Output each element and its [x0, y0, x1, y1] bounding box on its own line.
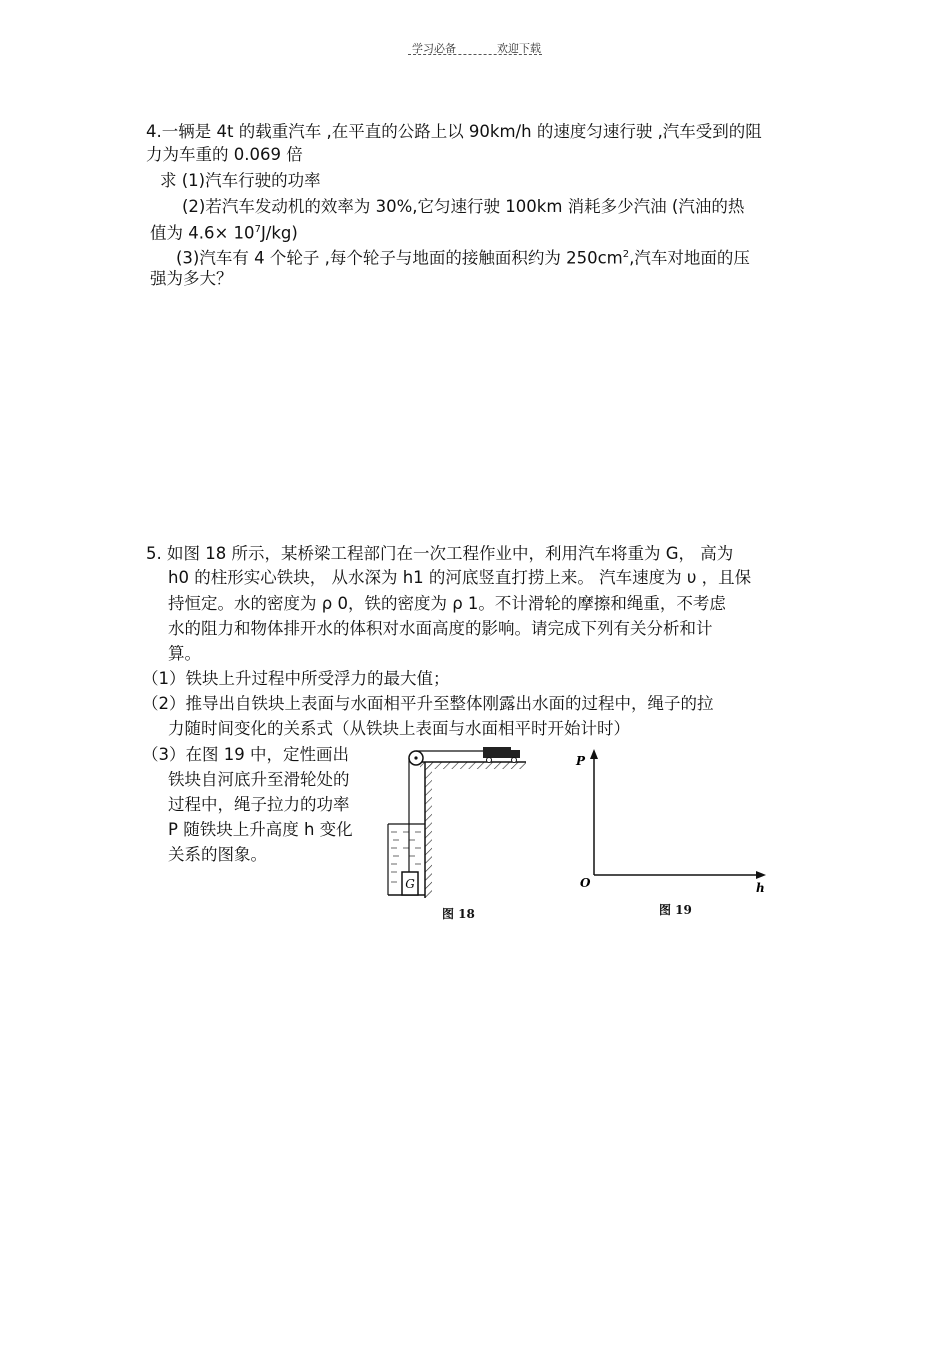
- figure-18: [385, 742, 530, 902]
- q4-line6: [176, 244, 750, 270]
- header-divider: [408, 54, 542, 55]
- q5-line2: h0 的柱形实心铁块， 从水深为 h1 的河底竖直打捞上来。 汽车速度为 υ ，且保: [168, 568, 752, 587]
- q5-sub3-line5: 关系的图象。: [168, 845, 267, 864]
- q5-sub2-line1: （2）推导出自铁块上表面与水面相平升至整体刚露出水面的过程中，绳子的拉: [142, 694, 714, 713]
- q4-line6-sup: 2: [622, 249, 630, 260]
- q5-line5: 算。: [168, 644, 201, 663]
- q5-line1: 5. 如图 18 所示，某桥梁工程部门在一次工程作业中，利用汽车将重为 G， 高为: [146, 544, 734, 563]
- h-axis-arrow: [756, 871, 766, 879]
- header-left: 学习必备: [412, 42, 456, 55]
- bank-hatch: [425, 762, 432, 898]
- h-axis-label: h: [756, 881, 765, 895]
- q4-line6-b: ,汽车对地面的压: [629, 248, 750, 268]
- q4-line1: 4.一辆是 4t 的载重汽车 ,在平直的公路上以 90km/h 的速度匀速行驶 ,汽车受到的阻: [146, 122, 762, 141]
- q5-sub3-line1: （3）在图 19 中，定性画出: [142, 745, 349, 764]
- q4-line5-b: J/kg): [260, 223, 298, 243]
- q4-line6-a: (3)汽车有 4 个轮子 ,每个轮子与地面的接触面积约为 250cm: [176, 248, 623, 268]
- q4-line7: 强为多大？: [150, 269, 233, 288]
- road-hatch: [420, 762, 526, 769]
- q4-line5: [150, 219, 298, 245]
- q4-line3: 求 (1)汽车行驶的功率: [160, 171, 321, 190]
- q4-line5-a: 值为 4.6× 10: [150, 223, 255, 243]
- figure-19: [570, 745, 775, 895]
- p-axis-arrow: [590, 749, 598, 759]
- q5-sub3-line4: P 随铁块上升高度 h 变化: [168, 820, 353, 839]
- origin-label: O: [580, 876, 591, 890]
- q4-line5-sup: 7: [254, 224, 261, 235]
- q4-line2: 力为车重的 0.069 倍: [146, 145, 303, 164]
- figure-19-caption: 图 19: [659, 903, 692, 917]
- q5-sub2-line2: 力随时间变化的关系式（从铁块上表面与水面相平时开始计时）: [168, 719, 630, 738]
- q5-sub3-line2: 铁块自河底升至滑轮处的: [168, 770, 350, 789]
- pulley-axle: [414, 756, 417, 759]
- truck-icon: [483, 747, 520, 763]
- q5-sub1: （1）铁块上升过程中所受浮力的最大值；: [142, 669, 450, 688]
- q5-line4: 水的阻力和物体排开水的体积对水面高度的影响。请完成下列有关分析和计: [168, 619, 713, 638]
- q5-line3: 持恒定。水的密度为 ρ 0，铁的密度为 ρ 1。不计滑轮的摩擦和绳重，不考虑: [168, 594, 726, 613]
- header-right: 欢迎下载: [497, 42, 541, 55]
- q4-line4: (2)若汽车发动机的效率为 30%,它匀速行驶 100km 消耗多少汽油 (汽油的热: [182, 197, 745, 216]
- iron-block-label: G: [405, 877, 415, 891]
- p-axis-label: P: [576, 754, 586, 768]
- figure-18-caption: 图 18: [442, 907, 475, 921]
- q5-sub3-line3: 过程中，绳子拉力的功率: [168, 795, 350, 814]
